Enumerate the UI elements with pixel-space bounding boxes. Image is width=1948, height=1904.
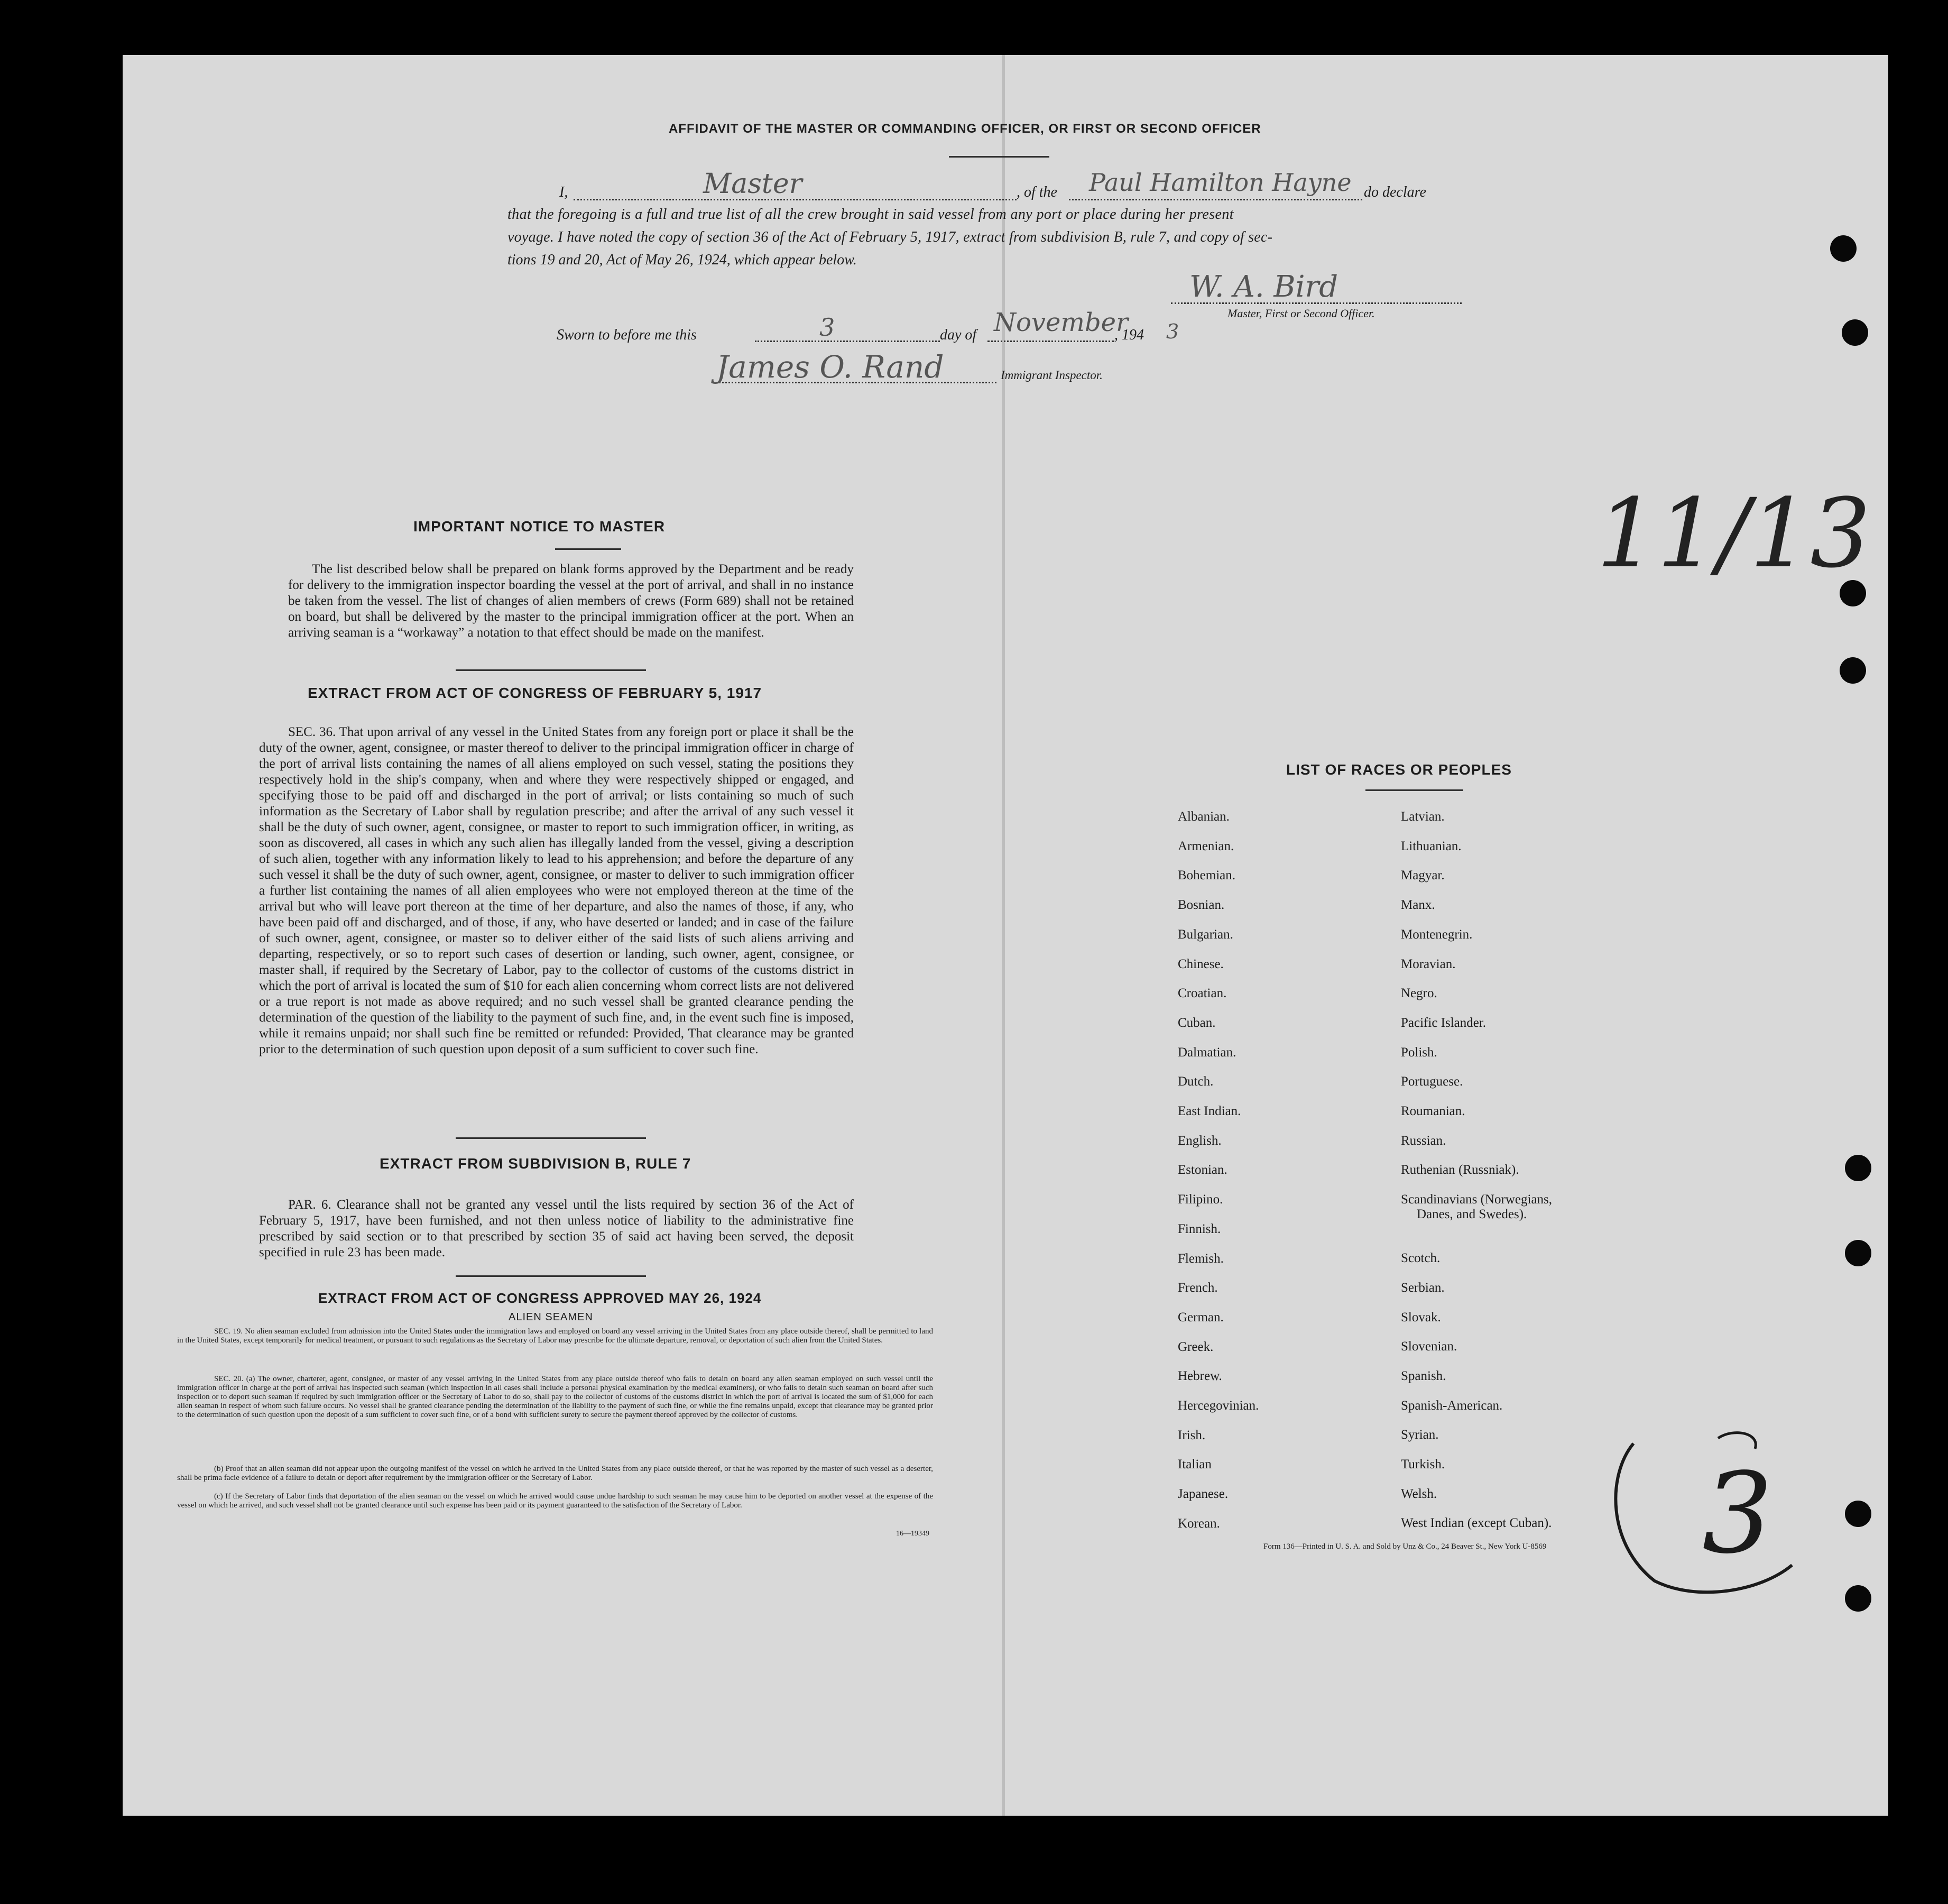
race-item: Flemish. (1178, 1251, 1224, 1266)
handwritten-page-mark: 11/13 (1596, 479, 1871, 589)
race-item: Scotch. (1401, 1251, 1441, 1266)
race-item: Hebrew. (1178, 1369, 1222, 1384)
affidavit-declare-label: do declare (1364, 184, 1426, 200)
sworn-day-field (755, 318, 940, 342)
race-item: Filipino. (1178, 1192, 1223, 1207)
punch-hole (1845, 1501, 1871, 1527)
punch-hole (1845, 1240, 1871, 1266)
circled-number: 3 (1702, 1449, 1773, 1578)
race-item: Hercegovinian. (1178, 1399, 1259, 1413)
race-item: Turkish. (1401, 1457, 1445, 1471)
sec19-text: SEC. 19. No alien seaman excluded from admission into the United States under the immigration laws and employed on board any vessel arriving in the United States from any place outside thereof, shall be permitted to land in the United States, except temporarily for medical treatment, or pursuant to such regulations as the Secretary of Labor may prescribe for the ultimate departure, removal, or deportation of such alien from the United States. (177, 1327, 933, 1345)
year-prefix: , 194 (1114, 327, 1144, 343)
punch-hole (1845, 1155, 1871, 1181)
race-item: Manx. (1401, 898, 1435, 913)
affidavit-text-line: that the foregoing is a full and true list of all the crew brought in said vessel from any port or place during her present (507, 206, 1234, 223)
race-item: Italian (1178, 1457, 1212, 1472)
punch-hole (1845, 1585, 1871, 1612)
extract-rule7-title: EXTRACT FROM SUBDIVISION B, RULE 7 (380, 1155, 691, 1172)
race-item: French. (1178, 1281, 1218, 1295)
affidavit-text-line: tions 19 and 20, Act of May 26, 1924, which appear below. (507, 252, 857, 268)
races-footer: Form 136—Printed in U. S. A. and Sold by Unz & Co., 24 Beaver St., New York U-8569 (1263, 1542, 1547, 1551)
race-item: Syrian. (1401, 1428, 1439, 1442)
affidavit-title: AFFIDAVIT OF THE MASTER OR COMMANDING OFFICER, OR FIRST OR SECOND OFFICER (669, 122, 1261, 136)
race-item: Bulgarian. (1178, 927, 1233, 942)
notice-text: The list described below shall be prepared on blank forms approved by the Department and be ready for delivery to the immigration inspector boarding the vessel at the port of arrival, and shall in no instance be taken from the vessel. The list of changes of alien members of crews (Form 689) shall not be retained on board, but shall be delivered by the master to the principal immigration officer at the port. When an arriving seaman is a “workaway” a notation to that effect should be made on the manifest. (288, 562, 854, 640)
race-item: Dutch. (1178, 1074, 1214, 1089)
race-item: Portuguese. (1401, 1074, 1463, 1089)
handwritten-vessel-name: Paul Hamilton Hayne (1089, 168, 1352, 197)
alien-seamen-subtitle: ALIEN SEAMEN (509, 1311, 593, 1323)
race-item: Estonian. (1178, 1163, 1227, 1178)
races-title: LIST OF RACES OR PEOPLES (1286, 761, 1512, 778)
race-item: Irish. (1178, 1428, 1206, 1442)
extract-1917-text: SEC. 36. That upon arrival of any vessel in the United States from any foreign port or place it shall be the duty of the owner, agent, consignee, or master thereof to deliver to the principal immigration officer in charge of the port of arrival lists containing the names of all aliens employed on such vessel, stating the positions they respectively hold in the ship's company, when and where they were respectively shipped or engaged, and specifying those to be paid off and discharged in the port of arrival; or lists containing so much of such information as the Secretary of Labor shall by regulation prescribe; and after the arrival of any such vessel it shall be the duty of such owner, agent, consignee, or master to report to such immigration officer, in writing, as soon as discovered, all cases in which any such alien has illegally landed from the vessel, giving a description of such alien, together with any information likely to lead to his apprehension; and before the departure of any such vessel it shall be the duty of such owner, agent, consignee, or master to deliver to such immigration officer a further list containing the names of all alien employees who were not employed thereon at the time of the arrival but who will leave port thereon at the time of her departure, and also the names of those, if any, who have been paid off and discharged, and of those, if any, who have deserted or landed; and in case of the failure of such owner, agent, consignee, or master so to deliver either of the said lists of such aliens arriving and departing, respectively, or so to report such cases of desertion or landing, such owner, agent, consignee, or master shall, if required by the Secretary of Labor, pay to the collector of customs of the customs district in which the port of arrival is located the sum of $10 for each alien concerning whom correct lists are not delivered or a true report is not made as above required; and no such vessel shall be granted clearance pending the determination of the question of the liability to the payment of such fine, and, in the event such fine is imposed, while it remains unpaid; nor shall such fine be remitted or refunded: Provided, That clearance may be granted prior to the determination of such question upon deposit of a sum sufficient to cover such fine. (259, 725, 854, 1056)
affidavit-text-line: voyage. I have noted the copy of section 36 of the Act of February 5, 1917, extract from subdivision B, rule 7, and copy of sec- (507, 229, 1273, 245)
affidavit-i-label: I, (559, 184, 568, 200)
inspector-caption: Immigrant Inspector. (1001, 369, 1103, 382)
race-item: Albanian. (1178, 810, 1230, 824)
handwritten-month: November (994, 308, 1129, 337)
race-item: Dalmatian. (1178, 1045, 1236, 1060)
race-item: Spanish-American. (1401, 1398, 1503, 1413)
race-item: Slovenian. (1401, 1339, 1457, 1354)
race-item: Chinese. (1178, 956, 1224, 971)
race-item: Finnish. (1178, 1221, 1221, 1236)
race-item: Latvian. (1401, 810, 1445, 824)
race-item: Cuban. (1178, 1015, 1216, 1030)
race-item: East Indian. (1178, 1104, 1241, 1118)
sworn-label: Sworn to before me this (557, 327, 697, 343)
race-item: Serbian. (1401, 1280, 1445, 1295)
race-item: Montenegrin. (1401, 927, 1473, 942)
races-title-rule (1365, 789, 1463, 791)
notice-title: IMPORTANT NOTICE TO MASTER (413, 518, 666, 535)
race-item: Polish. (1401, 1045, 1437, 1060)
race-item: Bosnian. (1178, 898, 1225, 913)
race-item: Ruthenian (Russniak). (1401, 1163, 1519, 1178)
punch-hole (1840, 657, 1866, 684)
race-item: Moravian. (1401, 956, 1456, 971)
race-item: Roumanian. (1401, 1104, 1465, 1118)
section-divider (456, 1137, 646, 1139)
race-item: Spanish. (1401, 1368, 1446, 1383)
day-of-label: day of (940, 327, 977, 343)
officer-signature: W. A. Bird (1189, 270, 1338, 304)
race-item: English. (1178, 1133, 1222, 1148)
extract-1924-title: EXTRACT FROM ACT OF CONGRESS APPROVED MAY 26, 1924 (318, 1290, 762, 1306)
officer-caption: Master, First or Second Officer. (1227, 307, 1375, 320)
race-item: Scandinavians (Norwegians, (1401, 1192, 1553, 1207)
race-item: Croatian. (1178, 986, 1227, 1001)
race-item: West Indian (except Cuban). (1401, 1516, 1552, 1531)
race-item: Danes, and Swedes). (1417, 1207, 1527, 1222)
race-item: Korean. (1178, 1516, 1220, 1531)
race-item: German. (1178, 1310, 1224, 1324)
sec20c-text: (c) If the Secretary of Labor finds that deportation of the alien seaman on the vessel on which he arrived would cause undue hardship to such seaman he may cause him to be deported on another vessel at the expense of the vessel on which he arrived, and such vessel shall not be granted clearance until such expense has been paid or its payment guaranteed to the satisfaction of the Secretary of Labor. (177, 1492, 933, 1510)
race-item: Russian. (1401, 1133, 1446, 1148)
affidavit-of-the-label: , of the (1017, 184, 1057, 200)
race-item: Magyar. (1401, 868, 1445, 883)
sec20b-text: (b) Proof that an alien seaman did not appear upon the outgoing manifest of the vessel on which he arrived in the United States from any place outside thereof, or that he was reported by the master of such vessel as a deserter, shall be prima facie evidence of a failure to detain or deport after requirement by the immigration officer or the Secretary of Labor. (177, 1465, 933, 1482)
sec20a-text: SEC. 20. (a) The owner, charterer, agent, consignee, or master of any vessel arriving in the United States from any place outside thereof who fails to detain on board any alien seaman employed on such vessel until the immigration officer in charge at the port of arrival has inspected such seaman (which inspection in all cases shall include a personal physical examination by the medical examiners), or who fails to detain such seaman on board after such inspection or to deport such seaman if required by such immigration officer or the Secretary of Labor to do so, shall pay to the collector of customs of the customs district in which the port of arrival is located the sum of $1,000 for each alien seaman in respect of whom such failure occurs. No vessel shall be granted clearance pending the determination of the liability to the payment of such fine, or while the fine remains unpaid, except that clearance may be granted prior to the determination of such question upon the deposit of a sum sufficient to cover such fine, or of a bond with sufficient surety to secure the payment thereof approved by the collector of customs. (177, 1375, 933, 1419)
race-item: Welsh. (1401, 1486, 1437, 1501)
affidavit-title-rule (949, 156, 1049, 158)
race-item: Lithuanian. (1401, 839, 1462, 853)
race-item: Negro. (1401, 986, 1437, 1001)
inspector-signature: James O. Rand (716, 349, 944, 385)
extract-rule7-text: PAR. 6. Clearance shall not be granted any vessel until the lists required by section 36 of the Act of February 5, 1917, have been furnished, and not then unless notice of liability to the administrative fine prescribed by said section or to that prescribed by section 35 of said act having been served, the deposit specified in rule 23 has been made. (259, 1198, 854, 1259)
handwritten-year-digit: 3 (1166, 320, 1179, 343)
notice-rule (555, 548, 621, 550)
handwritten-day: 3 (819, 313, 835, 342)
race-item: Armenian. (1178, 839, 1234, 853)
circled-number-mark (1602, 1428, 1803, 1602)
handwritten-rank: Master (703, 168, 802, 200)
punch-hole (1842, 319, 1868, 346)
punch-hole (1830, 235, 1857, 262)
race-item: Bohemian. (1178, 868, 1236, 883)
race-item: Japanese. (1178, 1487, 1229, 1502)
form-code: 16—19349 (896, 1530, 929, 1538)
section-divider (456, 1275, 646, 1277)
race-item: Slovak. (1401, 1310, 1441, 1324)
race-item: Pacific Islander. (1401, 1015, 1487, 1030)
race-item: Greek. (1178, 1339, 1214, 1354)
section-divider (456, 669, 646, 671)
extract-1917-title: EXTRACT FROM ACT OF CONGRESS OF FEBRUARY 5, 1917 (308, 685, 762, 701)
